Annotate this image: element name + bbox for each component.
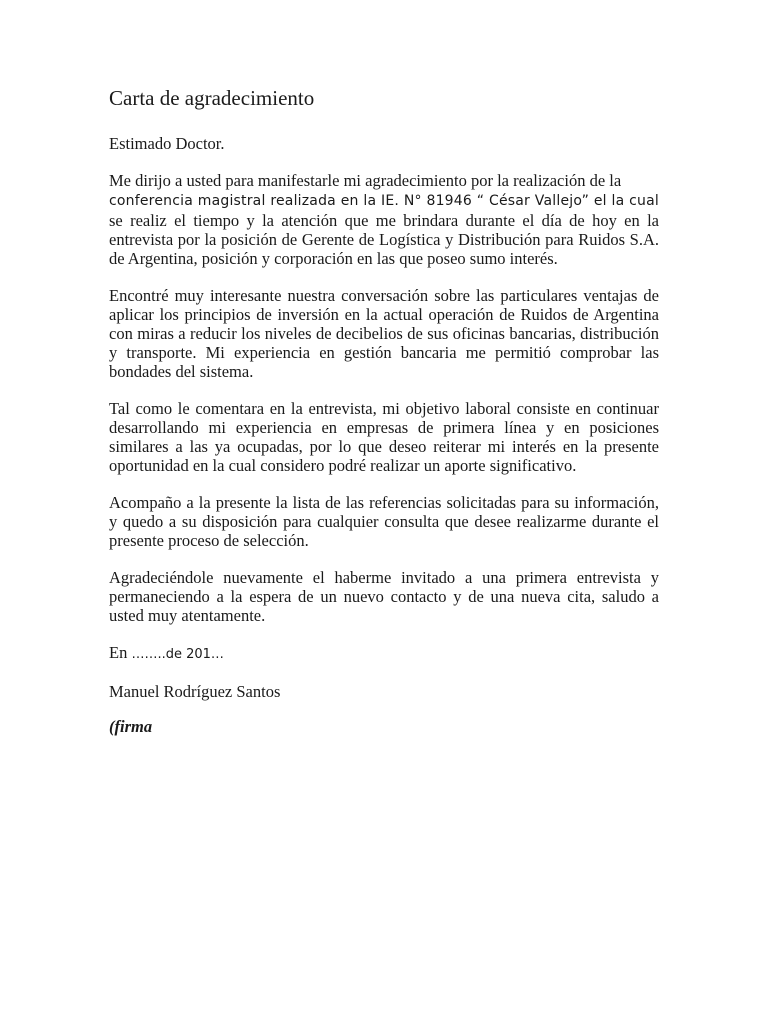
signer-name: Manuel Rodríguez Santos <box>109 682 281 701</box>
letter-title: Carta de agradecimiento <box>109 86 315 110</box>
paragraph-1 <box>109 171 659 268</box>
paragraph-1-line-2: conferencia magistral realizada en la IE. N° 81946 “ César Vallejo” el la cual <box>109 193 659 209</box>
paragraph-4: Acompaño a la presente la lista de las referencias solicitadas para su información, y quedo a su disposición para cualquier consulta que desee realizarme durante el presente proceso de selección. <box>109 493 659 550</box>
salutation: Estimado Doctor. <box>109 134 225 153</box>
paragraph-1-line-1: Me dirijo a usted para manifestarle mi agradecimiento por la realización de la <box>109 171 622 190</box>
paragraph-5: Agradeciéndole nuevamente el haberme invitado a una primera entrevista y permaneciendo a la espera de un nuevo contacto y de una nueva cita, saludo a usted muy atentamente. <box>109 568 659 625</box>
signature-label: (firma <box>109 717 153 736</box>
paragraph-3: Tal como le comentara en la entrevista, mi objetivo laboral consiste en continuar desarrollando mi experiencia en empresas de primera línea y en posiciones similares a las ya ocupadas, por lo que deseo reiterar mi interés en la presente oportunidad en la cual considero podré realizar un aporte significativo. <box>109 399 659 475</box>
date-placeholder: ……..de 201… <box>131 647 224 662</box>
letter-body <box>109 84 659 736</box>
paragraph-1-rest: se realiz el tiempo y la atención que me brindara durante el día de hoy en la entrevista por la posición de Gerente de Logística y Distribución para Ruidos S.A. de Argentina, posición y corporación en las que poseo sumo interés. <box>109 211 659 268</box>
date-line <box>109 643 659 664</box>
date-prefix: En <box>109 643 128 662</box>
paragraph-2: Encontré muy interesante nuestra conversación sobre las particulares ventajas de aplicar los principios de inversión en la actual operación de Ruidos de Argentina con miras a reducir los niveles de decibelios de sus oficinas bancarias, distribución y transporte. Mi experiencia en gestión bancaria me permitió comprobar las bondades del sistema. <box>109 286 659 381</box>
